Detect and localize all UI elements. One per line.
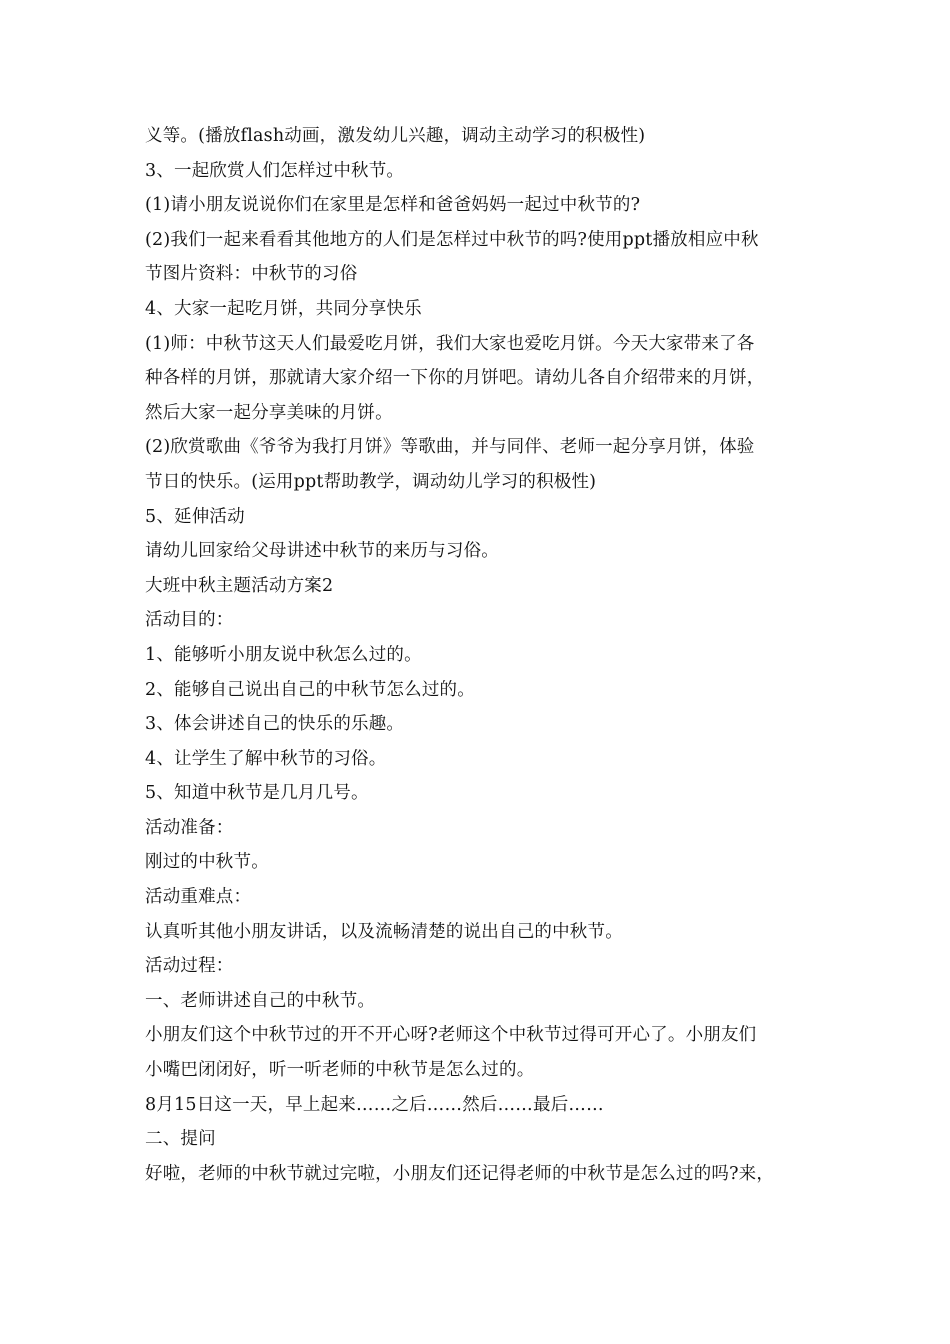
text-line: 3、体会讲述自己的快乐的乐趣。: [145, 714, 405, 735]
text-line: 种各样的月饼，那就请大家介绍一下你的月饼吧。请幼儿各自介绍带来的月饼，: [145, 368, 765, 389]
text-line: 4、让学生了解中秋节的习俗。: [145, 748, 387, 769]
text-line: 4、大家一起吃月饼，共同分享快乐: [145, 298, 422, 319]
text-line: 1、能够听小朋友说中秋怎么过的。: [145, 644, 422, 665]
text-line: 活动目的：: [145, 610, 234, 631]
document-body: [145, 119, 817, 1191]
text-line: 8月15日这一天，早上起来……之后……然后……最后……: [145, 1094, 604, 1115]
text-line: 义等。(播放flash动画，激发幼儿兴趣，调动主动学习的积极性): [145, 126, 646, 146]
text-line: 然后大家一起分享美味的月饼。: [145, 402, 393, 423]
text-line: 活动准备：: [145, 817, 234, 838]
text-line: 5、知道中秋节是几月几号。: [145, 783, 369, 804]
text-line: 小朋友们这个中秋节过的开不开心呀?老师这个中秋节过得可开心了。小朋友们: [145, 1025, 757, 1046]
text-line: (1)师：中秋节这天人们最爱吃月饼，我们大家也爱吃月饼。今天大家带来了各: [145, 333, 755, 354]
text-line: (2)我们一起来看看其他地方的人们是怎样过中秋节的吗?使用ppt播放相应中秋: [145, 229, 759, 250]
text-line: 刚过的中秋节。: [145, 852, 269, 873]
text-line: 节图片资料：中秋节的习俗: [145, 264, 358, 285]
text-line: (2)欣赏歌曲《爷爷为我打月饼》等歌曲，并与同伴、老师一起分享月饼，体验: [145, 437, 755, 458]
text-line: 好啦，老师的中秋节就过完啦，小朋友们还记得老师的中秋节是怎么过的吗?来，: [145, 1163, 775, 1184]
text-line: 请幼儿回家给父母讲述中秋节的来历与习俗。: [145, 541, 499, 562]
text-line: 二、提问: [145, 1129, 216, 1150]
text-line: 活动过程：: [145, 956, 234, 977]
text-line: 5、延伸活动: [145, 506, 245, 527]
text-line: 3、一起欣赏人们怎样过中秋节。: [145, 160, 405, 181]
text-line: 节日的快乐。(运用ppt帮助教学，调动幼儿学习的积极性): [145, 471, 597, 492]
text-line: 小嘴巴闭闭好，听一听老师的中秋节是怎么过的。: [145, 1060, 535, 1081]
text-line: 活动重难点：: [145, 887, 252, 908]
text-line: 一、老师讲述自己的中秋节。: [145, 990, 376, 1011]
section-heading: 大班中秋主题活动方案2: [145, 575, 334, 596]
text-line: 认真听其他小朋友讲话，以及流畅清楚的说出自己的中秋节。: [145, 921, 623, 942]
text-line: 2、能够自己说出自己的中秋节怎么过的。: [145, 679, 475, 700]
text-line: (1)请小朋友说说你们在家里是怎样和爸爸妈妈一起过中秋节的?: [145, 195, 641, 216]
